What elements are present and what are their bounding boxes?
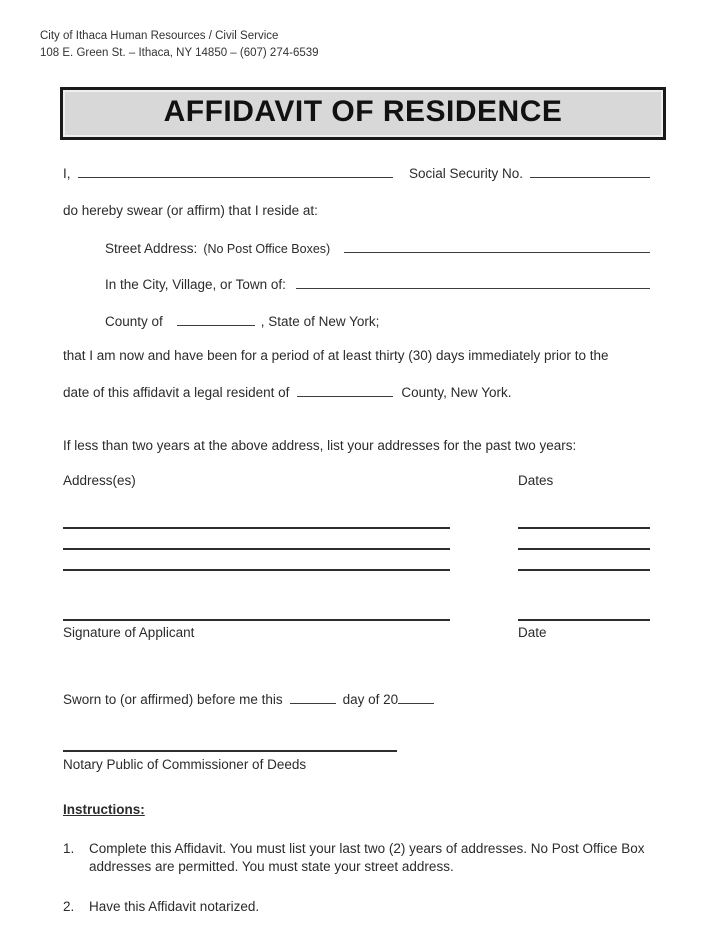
resident-county-blank [297,384,393,397]
address-blank-line [63,548,450,550]
county-new-york-label: County, New York. [401,384,512,400]
signature-blank-line [63,619,450,621]
form-body [63,165,650,917]
date-blank-line [518,527,650,529]
dates-header: Dates [518,473,554,489]
city-blank [296,277,650,290]
addresses-header: Address(es) [63,473,136,489]
no-po-boxes-note: (No Post Office Boxes) [203,241,331,256]
residency-period-line2 [63,384,650,402]
instruction-2-number: 2. [63,899,75,915]
city-row [105,277,650,295]
instruction-item-1 [63,840,650,878]
residency-period-line1: that I am now and have been for a period of at least thirty (30) days immediately prior to the [63,347,609,363]
date-label: Date [518,625,547,641]
city-label: In the City, Village, or Town of: [105,277,286,293]
document-title: AFFIDAVIT OF RESIDENCE [163,95,563,129]
instruction-1-text: Complete this Affidavit. You must list your last two (2) years of addresses. No Post Office Box addresses are permitted. You must state your street address. [89,840,645,875]
notary-block [63,750,650,774]
date-blank-line [518,548,650,550]
i-label: I, [63,166,71,182]
county-blank [177,313,255,326]
applicant-name-blank [78,165,393,178]
address-blank-line [63,569,450,571]
letterhead [0,0,720,61]
signature-labels-row [63,625,650,642]
address-date-row [63,527,650,529]
notary-signature-line [63,750,397,752]
address-date-row [63,548,650,550]
street-address-label: Street Address: [105,240,198,256]
instructions-heading: Instructions: [63,801,145,817]
sworn-mid-label: day of 20 [342,691,399,707]
signature-line-row [63,619,650,621]
street-address-row [105,240,650,258]
signature-block [63,619,650,642]
state-label: , State of New York; [260,314,380,330]
letterhead-org-line: City of Ithaca Human Resources / Civil Service [40,30,279,42]
notary-label: Notary Public of Commissioner of Deeds [63,756,307,772]
address-dates-header-row [63,473,650,490]
resident-of-label: date of this affidavit a legal resident of [63,384,290,400]
instruction-1-number: 1. [63,840,75,856]
address-history-lines [63,527,650,571]
ssn-blank [530,165,650,178]
date-blank-line [518,569,650,571]
sworn-statement-row [63,691,650,709]
county-label: County of [105,314,163,330]
sworn-year-blank [398,691,434,704]
address-date-row [63,569,650,571]
address-blank-line [63,527,450,529]
ssn-label: Social Security No. [408,166,523,182]
document-title-box [60,87,666,140]
sworn-pre-label: Sworn to (or affirmed) before me this [63,691,283,707]
swear-statement: do hereby swear (or affirm) that I reside at: [63,203,318,219]
name-ssn-row [63,165,650,183]
letterhead-address-line: 108 E. Green St. – Ithaca, NY 14850 – (607) 274-6539 [40,46,319,59]
two-years-instruction: If less than two years at the above address, list your addresses for the past two years: [63,437,577,453]
signature-date-blank-line [518,619,650,621]
instruction-item-2 [63,898,650,917]
signature-of-applicant-label: Signature of Applicant [63,625,195,641]
sworn-day-blank [290,691,336,704]
instruction-2-text: Have this Affidavit notarized. [89,899,260,915]
county-row [105,313,650,331]
street-address-blank [344,240,650,253]
